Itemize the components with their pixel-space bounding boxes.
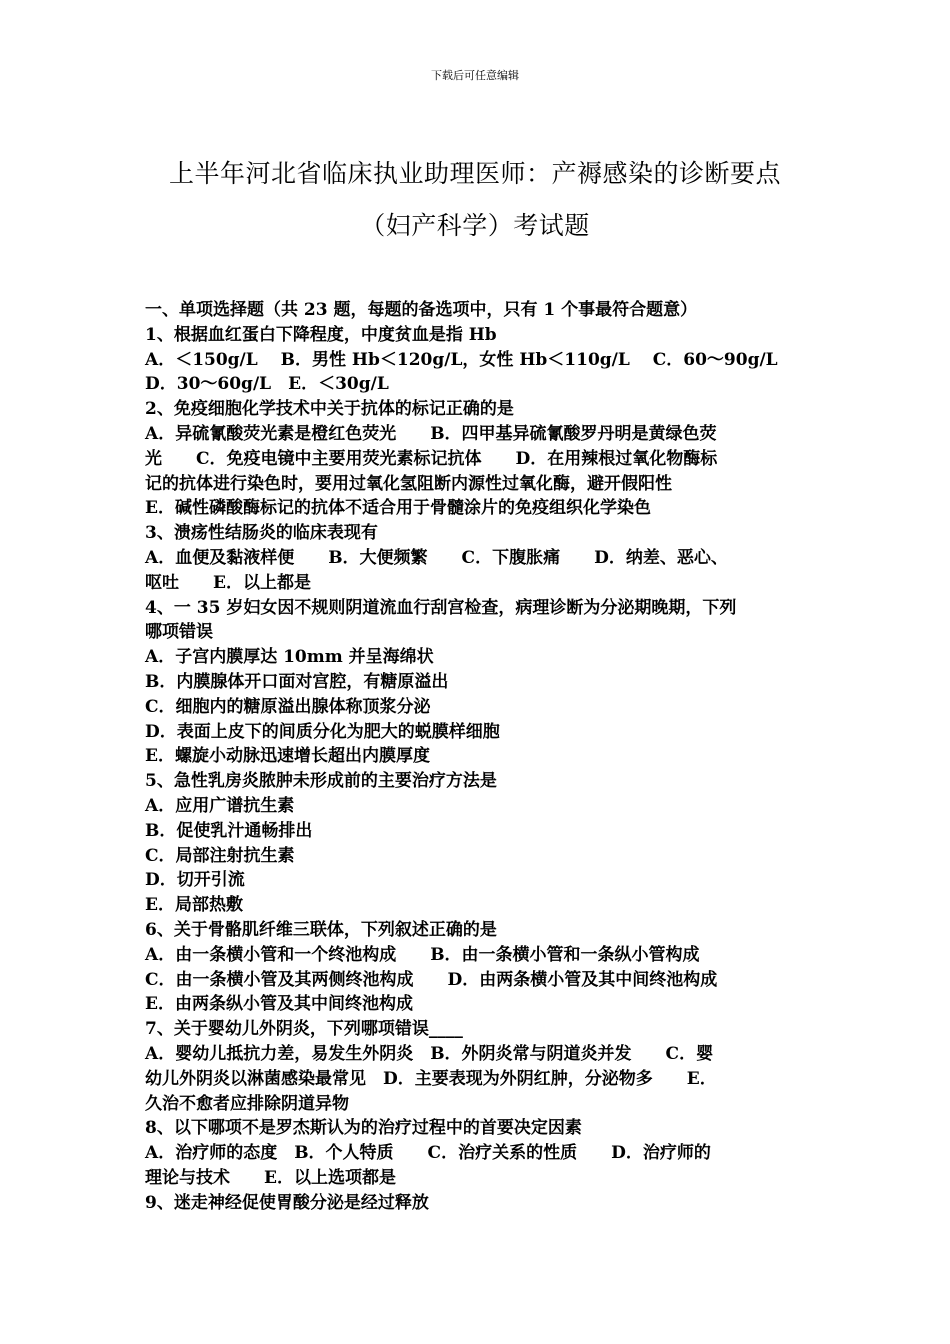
- question-option: D．表面上皮下的间质分化为肥大的蜕膜样细胞: [145, 721, 500, 742]
- question-stem: 6、关于骨骼肌纤维三联体，下列叙述正确的是: [145, 919, 497, 940]
- question-stem: 哪项错误: [145, 622, 213, 643]
- question-stem: 8、以下哪项不是罗杰斯认为的治疗过程中的首要决定因素: [145, 1118, 582, 1139]
- question-options: E．由两条纵小管及其中间终池构成: [145, 994, 413, 1015]
- page-header: 下载后可任意编辑: [431, 69, 519, 82]
- question-options: 幼儿外阴炎以淋菌感染最常见 D．主要表现为外阴红肿，分泌物多 E．: [145, 1068, 717, 1089]
- question-option: E．螺旋小动脉迅速增长超出内膜厚度: [145, 746, 430, 767]
- question-options: 久治不愈者应排除阴道异物: [145, 1093, 349, 1114]
- question-option: A．应用广谱抗生素: [145, 795, 295, 816]
- question-options: A．＜150g/L B．男性 Hb＜120g/L，女性 Hb＜110g/L C．60～90g/L: [145, 349, 778, 370]
- question-options: 记的抗体进行染色时，要用过氧化氢阻断内源性过氧化酶，避开假阳性: [145, 473, 672, 494]
- question-options: C．由一条横小管及其两侧终池构成 D．由两条横小管及其中间终池构成: [145, 969, 718, 990]
- question-option: B．促使乳汁通畅排出: [145, 820, 313, 841]
- question-options: A．由一条横小管和一个终池构成 B．由一条横小管和一条纵小管构成: [145, 944, 700, 965]
- question-options: 呕吐 E．以上都是: [145, 572, 311, 593]
- question-option: B．内膜腺体开口面对宫腔，有糖原溢出: [145, 671, 449, 692]
- question-options: A．血便及黏液样便 B．大便频繁 C．下腹胀痛 D．纳差、恶心、: [145, 547, 728, 568]
- question-option: A．子宫内膜厚达 10mm 并呈海绵状: [145, 647, 434, 668]
- question-options: 光 C．免疫电镜中主要用荧光素标记抗体 D．在用辣根过氧化物酶标: [145, 448, 718, 469]
- document-title-line-1: 上半年河北省临床执业助理医师：产褥感染的诊断要点: [168, 159, 781, 188]
- question-stem: 9、迷走神经促使胃酸分泌是经过释放: [145, 1192, 429, 1213]
- question-option: C．局部注射抗生素: [145, 845, 295, 866]
- question-options: D．30～60g/L E．＜30g/L: [145, 374, 389, 395]
- question-stem: 5、急性乳房炎脓肿未形成前的主要治疗方法是: [145, 771, 497, 792]
- question-options: E．碱性磷酸酶标记的抗体不适合用于骨髓涂片的免疫组织化学染色: [145, 498, 651, 519]
- question-stem: 3、溃疡性结肠炎的临床表现有: [145, 523, 378, 544]
- question-stem: 4、一 35 岁妇女因不规则阴道流血行刮宫检查，病理诊断为分泌期晚期，下列: [145, 597, 737, 618]
- question-options: A．治疗师的态度 B．个人特质 C．治疗关系的性质 D．治疗师的: [145, 1143, 711, 1164]
- question-stem: 7、关于婴幼儿外阴炎，下列哪项错误____: [145, 1019, 463, 1040]
- question-body: [145, 298, 815, 1215]
- question-stem: 1、根据血红蛋白下降程度，中度贫血是指 Hb: [145, 324, 497, 345]
- document-title-line-2: （妇产科学）考试题: [360, 211, 590, 240]
- question-option: C．细胞内的糖原溢出腺体称顶浆分泌: [145, 696, 431, 717]
- question-option: E．局部热敷: [145, 895, 243, 916]
- question-options: A．婴幼儿抵抗力差，易发生外阴炎 B．外阴炎常与阴道炎并发 C．婴: [145, 1043, 714, 1064]
- section-heading: 一、单项选择题（共 23 题，每题的备选项中，只有 1 个事最符合题意）: [145, 300, 698, 320]
- question-stem: 2、免疫细胞化学技术中关于抗体的标记正确的是: [145, 399, 514, 420]
- question-option: D．切开引流: [145, 870, 245, 891]
- question-options: 理论与技术 E．以上选项都是: [145, 1167, 396, 1188]
- question-options: A．异硫氰酸荧光素是橙红色荧光 B．四甲基异硫氰酸罗丹明是黄绿色荧: [145, 423, 717, 444]
